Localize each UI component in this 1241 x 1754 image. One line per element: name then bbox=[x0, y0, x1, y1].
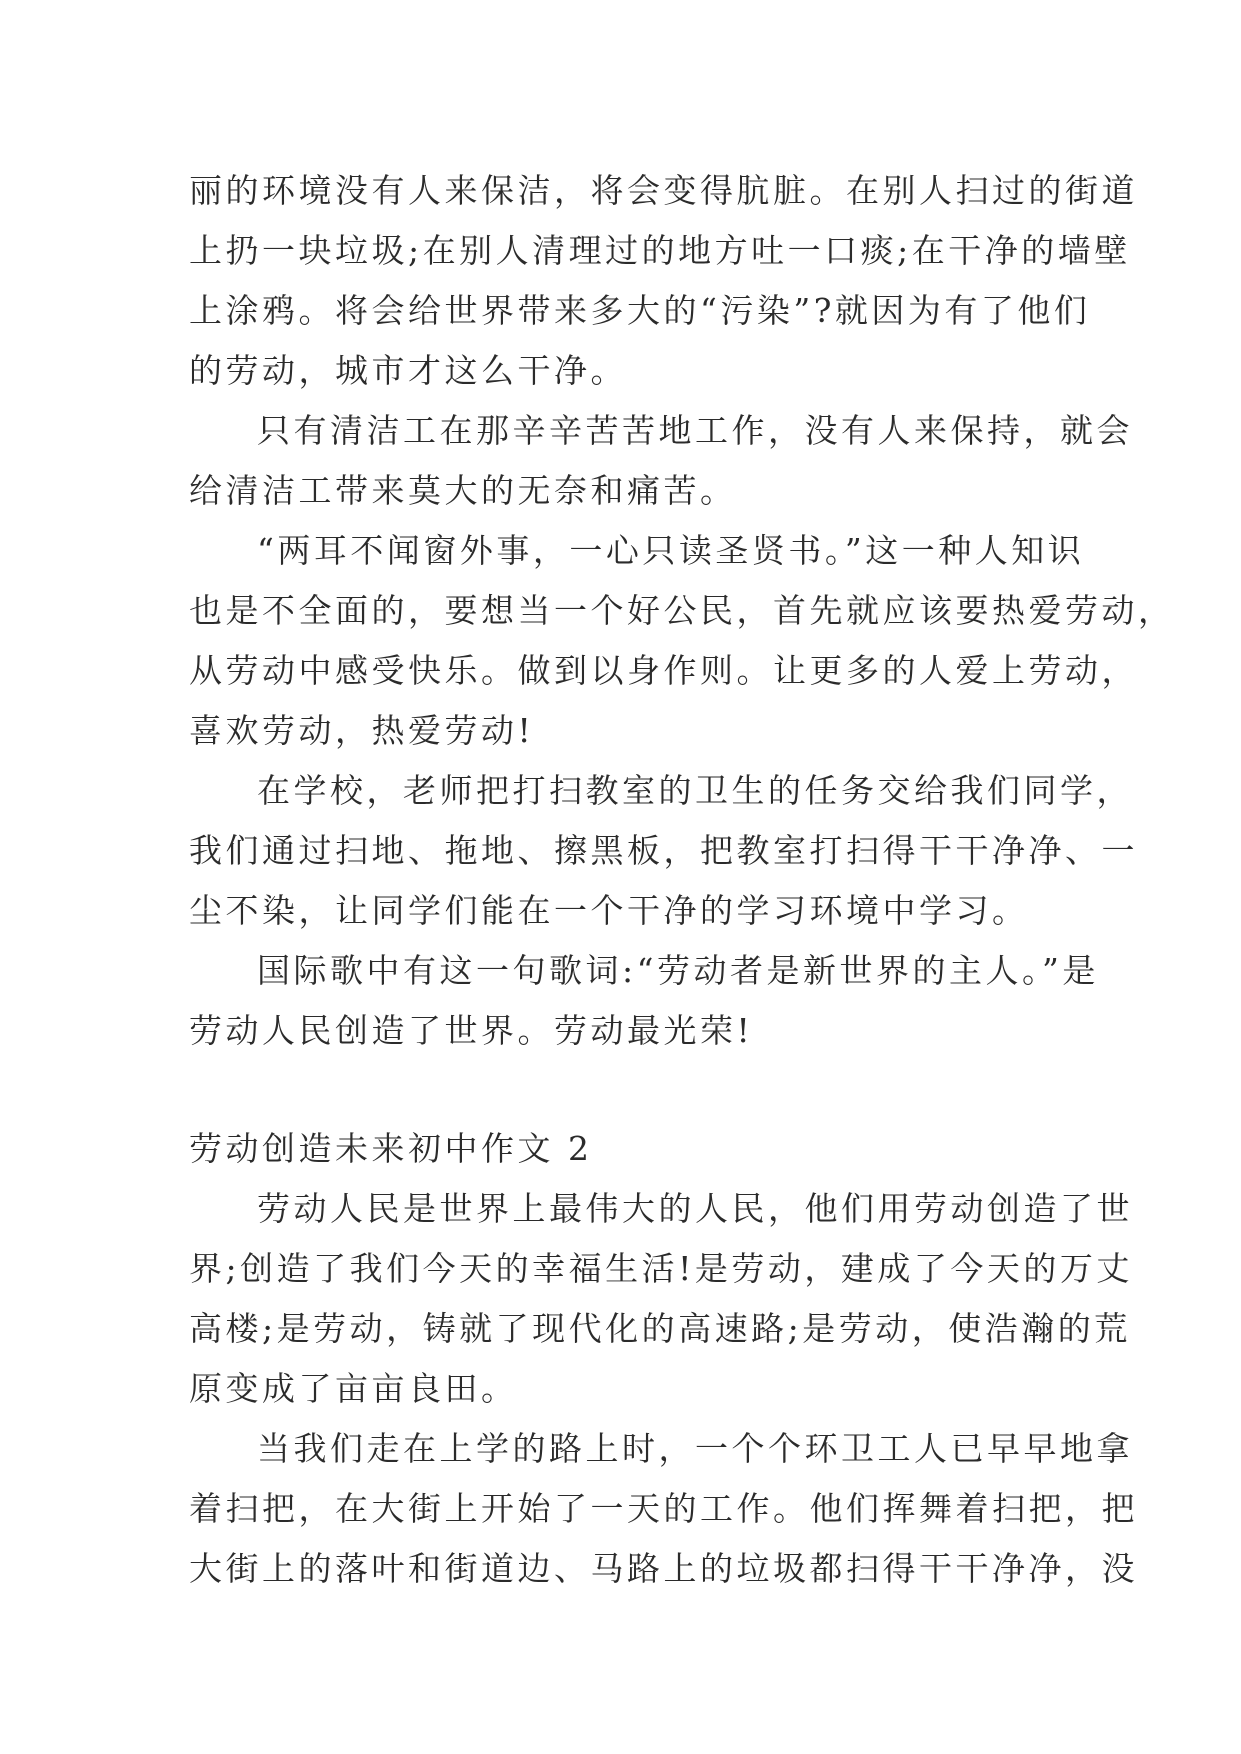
text-line: 着扫把，在大街上开始了一天的工作。他们挥舞着扫把，把 bbox=[189, 1489, 1138, 1528]
text-line: 在学校，老师把打扫教室的卫生的任务交给我们同学， bbox=[257, 771, 1133, 810]
text-line: 的劳动，城市才这么干净。 bbox=[189, 351, 627, 390]
text-line: 从劳动中感受快乐。做到以身作则。让更多的人爱上劳动， bbox=[189, 651, 1138, 690]
essay-heading: 劳动创造未来初中作文 2 bbox=[189, 1129, 593, 1168]
text-line: 国际歌中有这一句歌词:“劳动者是新世界的主人。”是 bbox=[257, 951, 1099, 990]
paragraph bbox=[189, 161, 1138, 401]
text-line: 喜欢劳动，热爱劳动! bbox=[189, 711, 535, 750]
paragraph bbox=[189, 1419, 1138, 1599]
paragraph bbox=[189, 401, 1133, 521]
text-line: 也是不全面的，要想当一个好公民，首先就应该要热爱劳动， bbox=[189, 591, 1175, 630]
text-line: 上涂鸦。将会给世界带来多大的“污染”?就因为有了他们 bbox=[189, 291, 1091, 330]
text-line: 劳动人民是世界上最伟大的人民，他们用劳动创造了世 bbox=[257, 1189, 1133, 1228]
paragraph bbox=[189, 1179, 1133, 1419]
text-line: 我们通过扫地、拖地、擦黑板，把教室打扫得干干净净、一 bbox=[189, 831, 1138, 870]
text-line: 劳动人民创造了世界。劳动最光荣! bbox=[189, 1011, 754, 1050]
text-line: 原变成了亩亩良田。 bbox=[189, 1369, 518, 1408]
text-line: 尘不染，让同学们能在一个干净的学习环境中学习。 bbox=[189, 891, 1029, 930]
text-line: 给清洁工带来莫大的无奈和痛苦。 bbox=[189, 471, 737, 510]
text-line: 大街上的落叶和街道边、马路上的垃圾都扫得干干净净，没 bbox=[189, 1549, 1138, 1588]
paragraph bbox=[189, 941, 1099, 1061]
paragraph bbox=[189, 761, 1138, 941]
text-line: 上扔一块垃圾;在别人清理过的地方吐一口痰;在干净的墙壁 bbox=[189, 231, 1131, 270]
text-line: “两耳不闻窗外事，一心只读圣贤书。”这一种人知识 bbox=[257, 531, 1085, 570]
essay-part-1 bbox=[189, 161, 1175, 1061]
text-line: 只有清洁工在那辛辛苦苦地工作，没有人来保持，就会 bbox=[257, 411, 1133, 450]
text-line: 当我们走在上学的路上时，一个个环卫工人已早早地拿 bbox=[257, 1429, 1133, 1468]
document-page bbox=[189, 161, 1175, 1599]
text-line: 丽的环境没有人来保洁，将会变得肮脏。在别人扫过的街道 bbox=[189, 171, 1138, 210]
text-line: 高楼;是劳动，铸就了现代化的高速路;是劳动，使浩瀚的荒 bbox=[189, 1309, 1131, 1348]
essay-part-2 bbox=[189, 1179, 1138, 1599]
text-line: 界;创造了我们今天的幸福生活!是劳动，建成了今天的万丈 bbox=[189, 1249, 1133, 1288]
paragraph bbox=[189, 521, 1175, 761]
